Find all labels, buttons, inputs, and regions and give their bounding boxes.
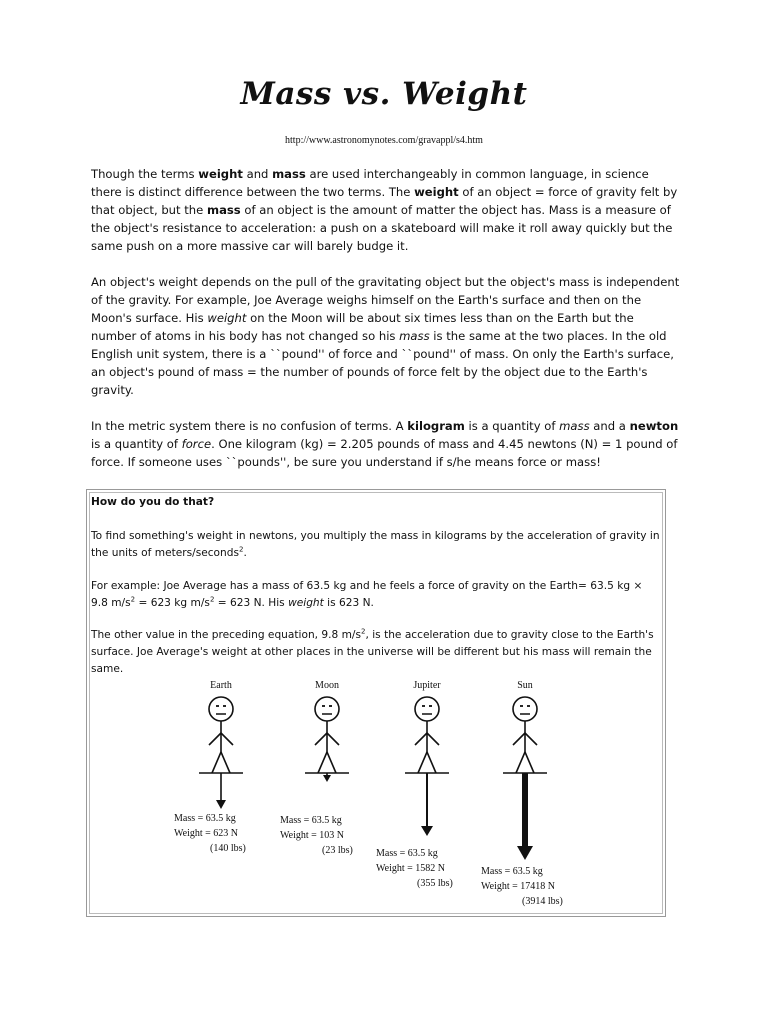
figure-jupiter-lbs: (355 lbs) bbox=[417, 878, 453, 889]
figure-earth-weight: Weight = 623 N bbox=[174, 828, 238, 839]
figure-moon-lbs: (23 lbs) bbox=[322, 845, 353, 856]
figure-sun-label: Sun bbox=[517, 680, 533, 691]
box-paragraph-2: For example: Joe Average has a mass of 63.5 kg and he feels a force of gravity on the Earth= 63.5 kg × 9.8 $m/s^2 = 623$ kg $m/s^2 = 623$ N. His weight is 623 N. bbox=[91, 580, 643, 609]
figure-earth-mass: Mass = 63.5 kg bbox=[174, 813, 236, 824]
figure-jupiter-weight: Weight = 1582 N bbox=[376, 863, 445, 874]
box-heading: How do you do that? bbox=[91, 496, 215, 508]
figure-earth-lbs: (140 lbs) bbox=[210, 843, 246, 854]
figure-moon-weight: Weight = 103 N bbox=[280, 830, 344, 841]
figure-jupiter bbox=[376, 680, 453, 889]
figure-earth-label: Earth bbox=[210, 680, 232, 691]
figure-jupiter-mass: Mass = 63.5 kg bbox=[376, 848, 438, 859]
figure-sun-arrow bbox=[522, 773, 528, 849]
figure-jupiter-label: Jupiter bbox=[413, 680, 441, 691]
figure-sun-lbs: (3914 lbs) bbox=[522, 896, 563, 907]
box-paragraph-3: The other value in the preceding equation, 9.8 $m/s^2$, is the acceleration due to gravity close to the Earth's surface. Joe Average's weight at other places in the universe will be different but his mass will remain the same. bbox=[91, 627, 654, 675]
figure-sun-weight: Weight = 17418 N bbox=[481, 881, 555, 892]
figure-moon-arrowhead bbox=[323, 775, 331, 782]
figure-sun-mass: Mass = 63.5 kg bbox=[481, 866, 543, 877]
figure-sun-arrowhead bbox=[517, 846, 533, 860]
figure-earth-arrowhead bbox=[216, 800, 226, 809]
page-title: Mass vs. Weight bbox=[240, 76, 528, 112]
stick-figures-diagram bbox=[168, 676, 588, 916]
figure-sun bbox=[481, 680, 563, 907]
figure-earth bbox=[174, 680, 246, 854]
paragraph-gravity: An object's weight depends on the pull of the gravitating object but the object's mass is independent of the gravity. For example, Joe Average weighs himself on the Earth's surface and then on the Moon's surface. His weight on the Moon will be about six times less than on the Earth but the number of atoms in his body has not changed so his mass is the same at the two places. In the old English unit system, there is a ``pound'' of force and ``pound'' of mass. On only the Earth's surface, an object's pound of mass = the number of pounds of force felt by the object due to the Earth's gravity. bbox=[91, 275, 680, 397]
figure-jupiter-arrowhead bbox=[421, 826, 433, 836]
figure-moon-mass: Mass = 63.5 kg bbox=[280, 815, 342, 826]
source-url[interactable]: http://www.astronomynotes.com/gravappl/s4.htm bbox=[285, 135, 483, 146]
box-paragraph-1: To find something's weight in newtons, you multiply the mass in kilograms by the acceleration of gravity in the units of meters/seconds$^2$. bbox=[91, 530, 660, 559]
figure-moon-label: Moon bbox=[315, 680, 339, 691]
figure-moon bbox=[280, 680, 353, 856]
paragraph-metric: In the metric system there is no confusion of terms. A kilogram is a quantity of mass and a newton is a quantity of force. One kilogram (kg) = 2.205 pounds of mass and 4.45 newtons (N) = 1 pound of force. If someone uses ``pounds'', be sure you understand if s/he means force or mass! bbox=[91, 419, 679, 469]
paragraph-intro: Though the terms weight and mass are used interchangeably in common language, in science there is distinct difference between the two terms. The weight of an object = force of gravity felt by that object, but the mass of an object is the amount of matter the object has. Mass is a measure of the object's resistance to acceleration: a push on a skateboard will make it roll away quickly but the same push on a more massive car will barely budge it. bbox=[91, 167, 678, 253]
